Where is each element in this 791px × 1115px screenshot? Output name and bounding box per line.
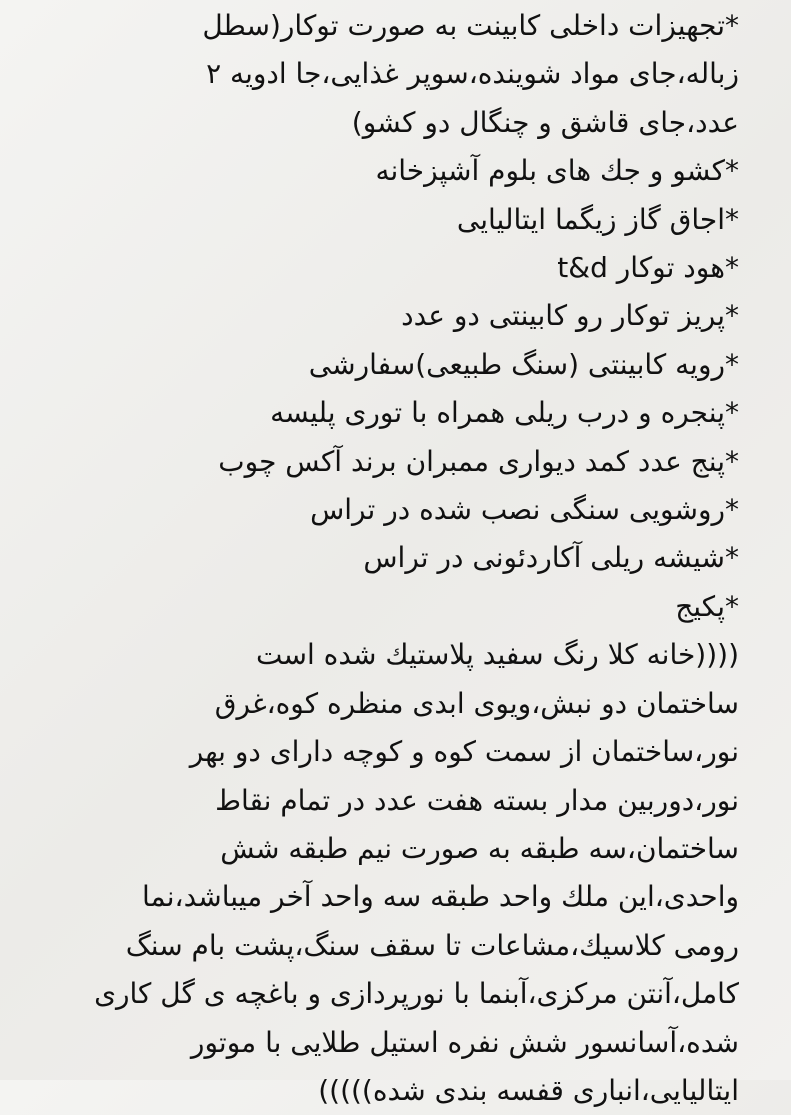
note-line: *پریز توکار رو کابینتی دو عدد: [401, 299, 739, 333]
note-line: *رویه کابینتی (سنگ طبیعی)سفارشی: [308, 347, 739, 381]
note-line: ساختمان دو نبش،ویوی ابدی منظره کوه،غرق: [214, 686, 739, 720]
note-line: *هود توکار t&d: [557, 251, 739, 285]
note-line: ایتالیایی،انباری قفسه بندی شده))))): [318, 1073, 739, 1107]
note-line: ساختمان،سه طبقه به صورت نیم طبقه شش: [220, 831, 739, 865]
note-line: کامل،آنتن مرکزی،آبنما با نورپردازی و باغچه ی گل کاری: [94, 977, 739, 1011]
note-line: شده،آسانسور شش نفره استیل طلایی با موتور: [190, 1025, 739, 1059]
note-line: *پکیج: [675, 589, 739, 623]
note-line: نور،ساختمان از سمت کوه و کوچه دارای دو بهر: [189, 735, 739, 769]
note-line: *پنجره و درب ریلی همراه با توری پلیسه: [270, 396, 739, 430]
note-line: ((((خانه کلا رنگ سفید پلاستیك شده است: [256, 638, 739, 672]
note-line: *روشویی سنگی نصب شده در تراس: [310, 493, 739, 527]
note-line: *شیشه ریلی آکاردئونی در تراس: [363, 541, 739, 575]
note-line: واحدی،این ملك واحد طبقه سه واحد آخر میباشد،نما: [142, 880, 739, 914]
note-line: *تجهیزات داخلی کابینت به صورت توکار(سطل: [202, 9, 739, 42]
note-line: *پنج عدد کمد دیواری ممبران برند آکس چوب: [218, 444, 739, 478]
note-line: عدد،جای قاشق و چنگال دو کشو): [351, 105, 739, 139]
note-line: رومی کلاسیك،مشاعات تا سقف سنگ،پشت بام سنگ: [125, 928, 739, 962]
note-line: زباله،جای مواد شوینده،سوپر غذایی،جا ادویه ۲: [206, 57, 739, 91]
note-line: *اجاق گاز زیگما ایتالیایی: [456, 202, 739, 236]
note-line: *کشو و جك های بلوم آشپزخانه: [375, 154, 739, 188]
note-line: نور،دوربین مدار بسته هفت عدد در تمام نقاط: [215, 783, 739, 817]
